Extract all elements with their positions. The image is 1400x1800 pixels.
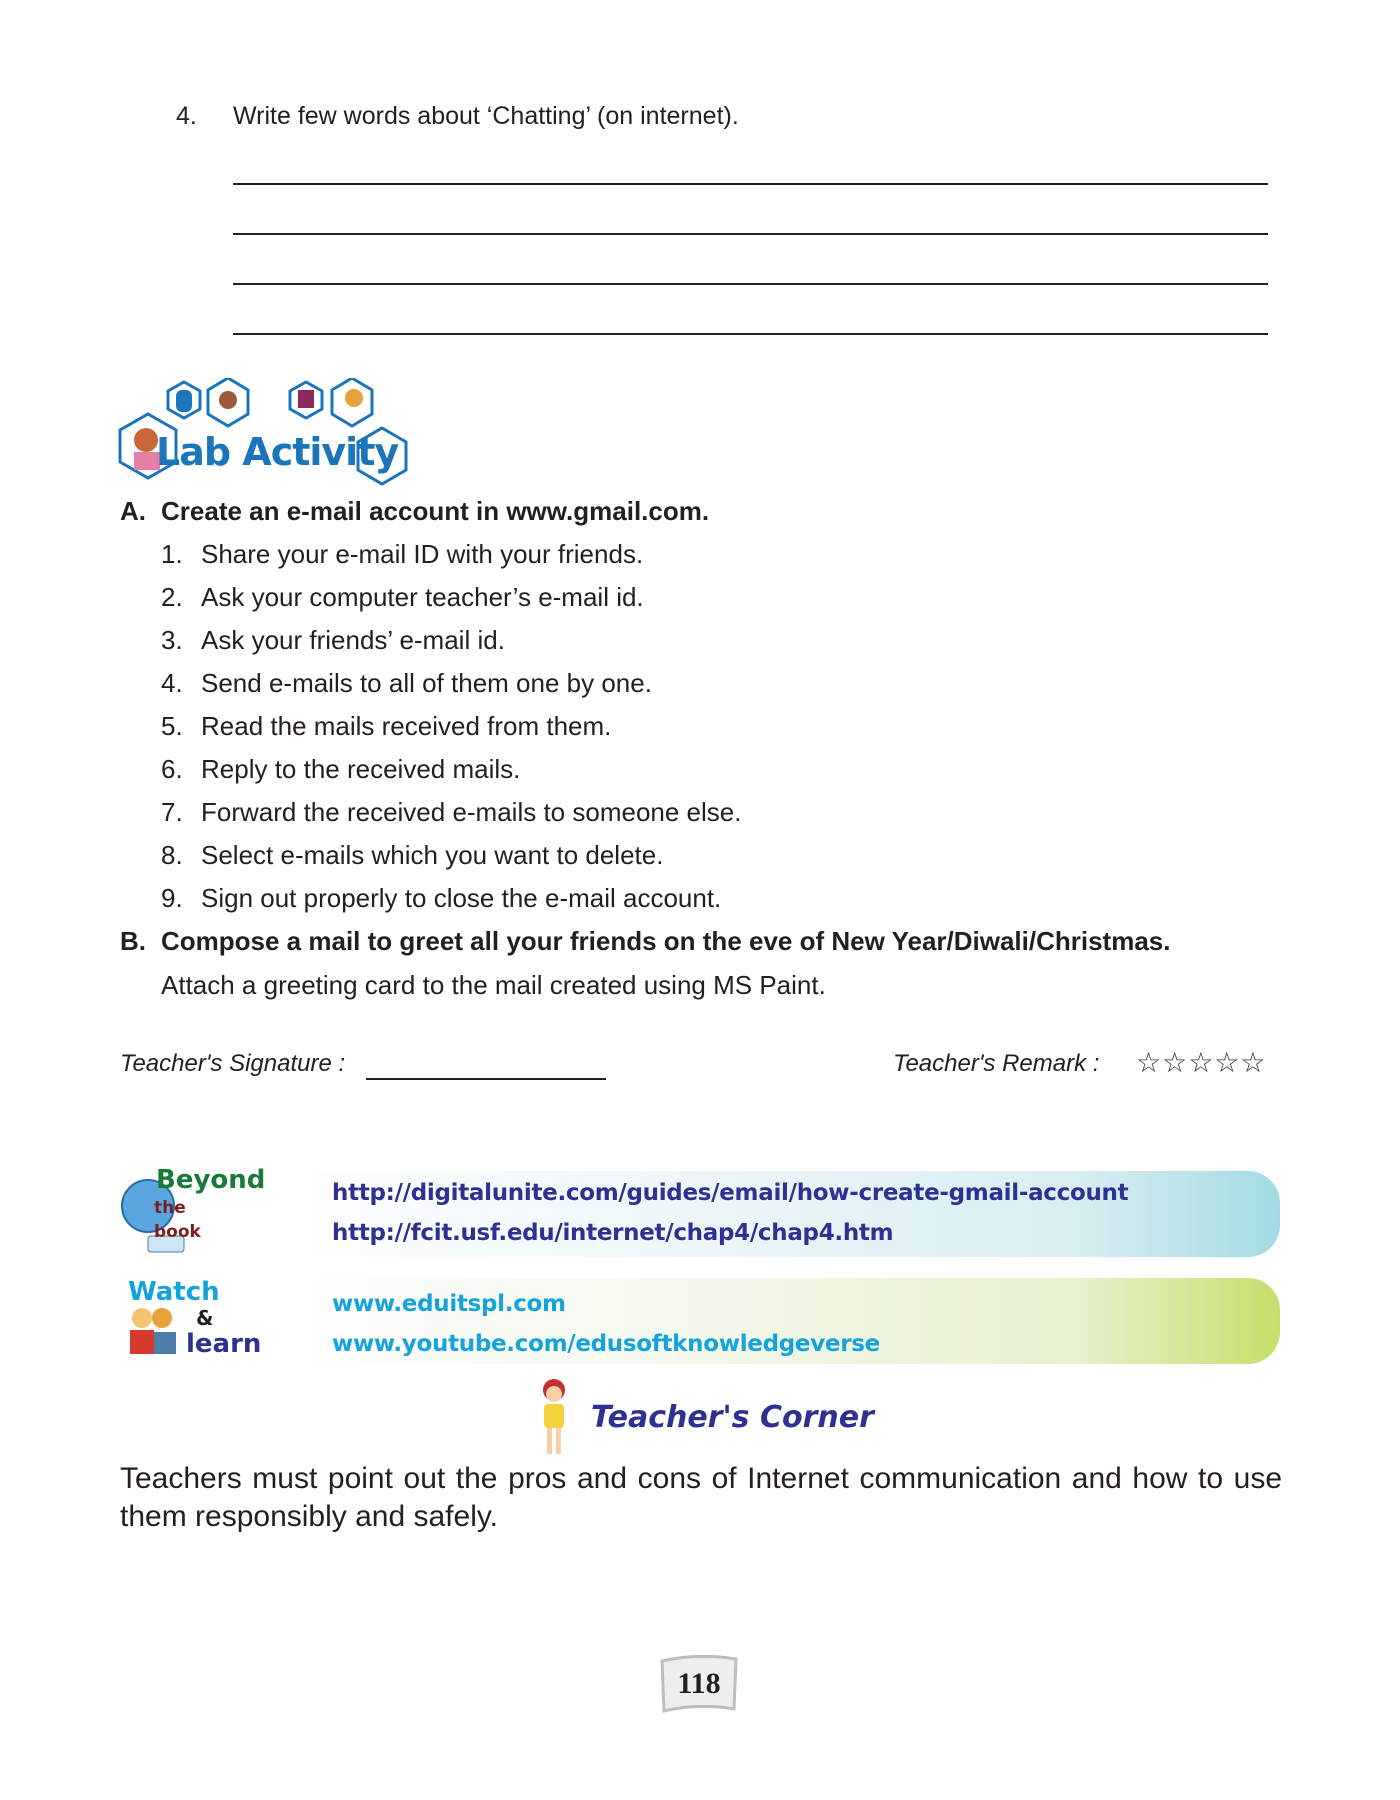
star-rating: ☆☆☆☆☆ [1136, 1046, 1267, 1079]
item-number: 1. [161, 539, 183, 569]
badge-line2: the book [154, 1198, 201, 1242]
teacher-girl-icon [532, 1376, 576, 1458]
item-text: Ask your friends’ e-mail id. [201, 625, 505, 655]
kids-icon [124, 1296, 184, 1376]
list-item [161, 797, 741, 828]
item-text: Select e-mails which you want to delete. [201, 840, 664, 870]
section-letter: B. [120, 926, 146, 956]
lab-activity-logo [118, 378, 418, 496]
teachers-corner-title: Teacher's Corner [591, 1400, 874, 1435]
answer-line [233, 233, 1268, 235]
item-text: Read the mails received from them. [201, 711, 612, 741]
item-text: Ask your computer teacher’s e-mail id. [201, 582, 644, 612]
item-number: 4. [161, 668, 183, 698]
teachers-corner-text: Teachers must point out the pros and cons of Internet communication and how to use them responsibly and safely. [120, 1462, 1282, 1533]
teacher-signature-label: Teacher's Signature : [120, 1050, 346, 1077]
item-text: Reply to the received mails. [201, 754, 521, 784]
resource-link[interactable]: http://fcit.usf.edu/internet/chap4/chap4.htm [332, 1220, 894, 1246]
item-number: 7. [161, 797, 183, 827]
item-text: Send e-mails to all of them one by one. [201, 668, 652, 698]
resource-link[interactable]: www.eduitspl.com [332, 1291, 566, 1317]
item-number: 9. [161, 883, 183, 913]
list-item [161, 625, 505, 656]
answer-line [233, 333, 1268, 335]
item-number: 2. [161, 582, 183, 612]
page-number-badge [658, 1653, 740, 1715]
section-b-heading [120, 926, 1170, 957]
list-item [161, 840, 663, 871]
resource-link[interactable]: http://digitalunite.com/guides/email/how-create-gmail-account [332, 1180, 1129, 1206]
list-item [161, 883, 721, 914]
signature-line [366, 1078, 606, 1080]
badge-line1: Watch [128, 1277, 220, 1307]
teacher-remark-label: Teacher's Remark : [893, 1050, 1100, 1077]
list-item [161, 711, 611, 742]
badge-line2: & [196, 1306, 214, 1330]
answer-line [233, 283, 1268, 285]
item-number: 6. [161, 754, 183, 784]
section-heading-text: Compose a mail to greet all your friends on the eve of New Year/Diwali/Christmas. [161, 926, 1171, 956]
item-number: 8. [161, 840, 183, 870]
resource-link[interactable]: www.youtube.com/edusoftknowledgeverse [332, 1331, 880, 1357]
lab-activity-title: Lab Activity [156, 430, 399, 474]
section-heading-text: Create an e-mail account in www.gmail.com. [161, 496, 710, 526]
item-text: Sign out properly to close the e-mail account. [201, 883, 722, 913]
question-text: Write few words about ‘Chatting’ (on internet). [233, 102, 739, 130]
list-item [161, 668, 652, 699]
item-text: Forward the received e-mails to someone else. [201, 797, 742, 827]
question-number: 4. [176, 102, 197, 130]
section-letter: A. [120, 496, 146, 526]
item-number: 5. [161, 711, 183, 741]
list-item [161, 582, 644, 613]
item-number: 3. [161, 625, 183, 655]
badge-line1: Beyond [156, 1165, 266, 1195]
answer-line [233, 183, 1268, 185]
section-a-heading [120, 496, 709, 527]
list-item [161, 754, 520, 785]
section-b-text: Attach a greeting card to the mail created using MS Paint. [161, 970, 826, 1000]
page-number: 118 [677, 1667, 721, 1700]
list-item [161, 539, 643, 570]
badge-line3: learn [186, 1329, 262, 1359]
item-text: Share your e-mail ID with your friends. [201, 539, 644, 569]
